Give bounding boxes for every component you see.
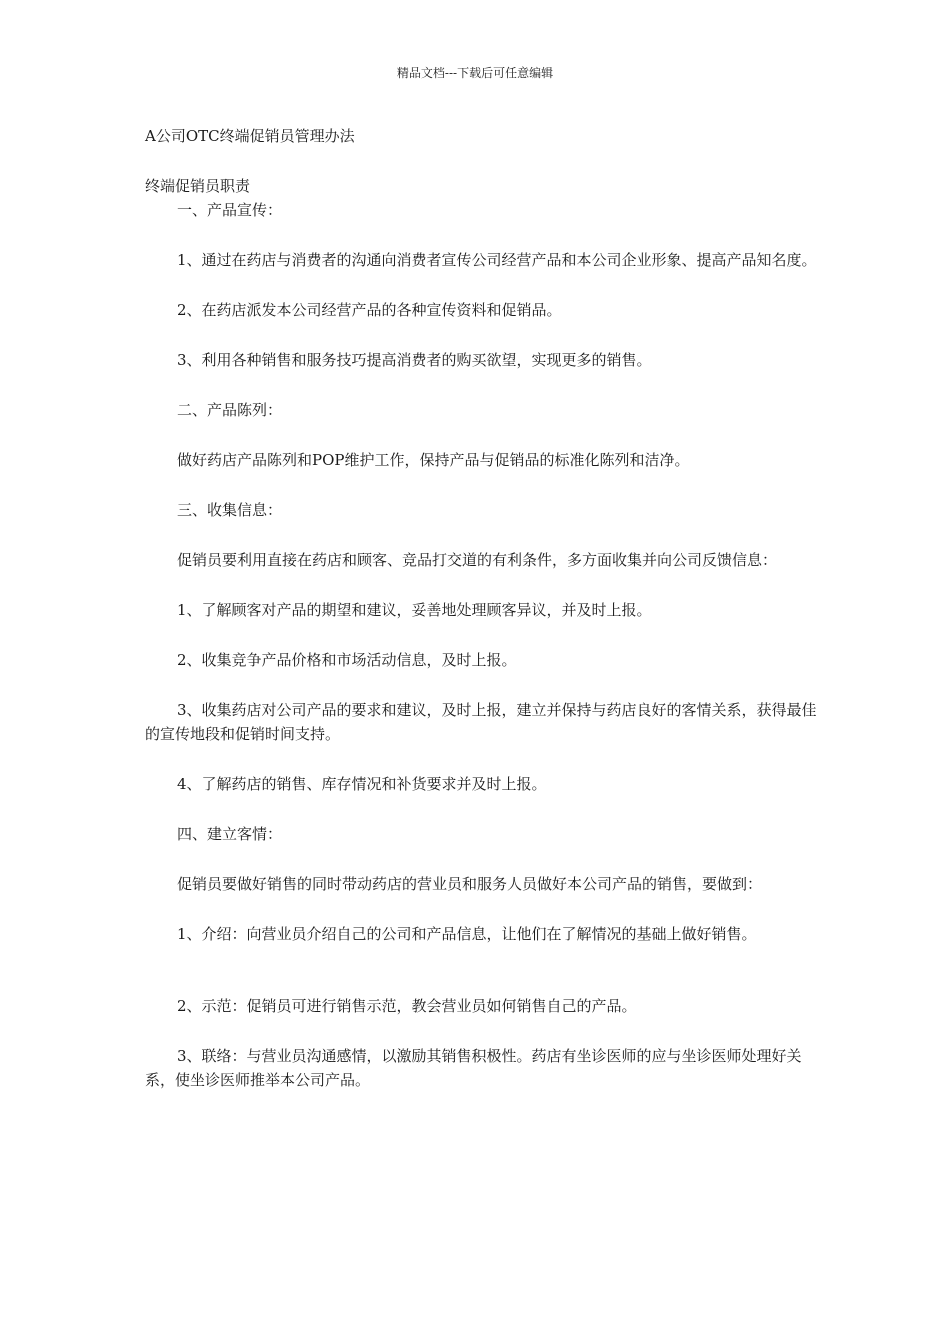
subsection-heading-1: 一、产品宣传： [177, 201, 283, 219]
paragraph: 促销员要做好销售的同时带动药店的营业员和服务人员做好本公司产品的销售，要做到： [177, 875, 763, 893]
section-heading: 终端促销员职责 [145, 177, 251, 195]
paragraph: 4、了解药店的销售、库存情况和补货要求并及时上报。 [177, 775, 547, 793]
paragraph: 2、在药店派发本公司经营产品的各种宣传资料和促销品。 [177, 301, 562, 319]
page-header: 精品文档---下载后可任意编辑 [396, 66, 554, 80]
paragraph: 3、收集药店对公司产品的要求和建议，及时上报，建立并保持与药店良好的客情关系，获得最佳的宣传地段和促销时间支持。 [145, 701, 817, 743]
document-body [145, 174, 821, 1092]
paragraph: 1、介绍：向营业员介绍自己的公司和产品信息，让他们在了解情况的基础上做好销售。 [177, 925, 757, 943]
paragraph: 3、联络：与营业员沟通感情，以激励其销售积极性。药店有坐诊医师的应与坐诊医师处理好关系，使坐诊医师推举本公司产品。 [145, 1047, 802, 1089]
paragraph: 3、利用各种销售和服务技巧提高消费者的购买欲望，实现更多的销售。 [177, 351, 652, 369]
document-title: A公司OTC终端促销员管理办法 [145, 127, 355, 145]
paragraph: 1、通过在药店与消费者的沟通向消费者宣传公司经营产品和本公司企业形象、提高产品知名度。 [177, 251, 817, 269]
paragraph: 2、收集竞争产品价格和市场活动信息，及时上报。 [177, 651, 517, 669]
subsection-heading-2: 二、产品陈列： [177, 401, 283, 419]
paragraph: 1、了解顾客对产品的期望和建议，妥善地处理顾客异议，并及时上报。 [177, 601, 652, 619]
paragraph: 2、示范：促销员可进行销售示范，教会营业员如何销售自己的产品。 [177, 997, 637, 1015]
subsection-heading-3: 三、收集信息： [177, 501, 283, 519]
paragraph: 做好药店产品陈列和POP维护工作，保持产品与促销品的标准化陈列和洁净。 [177, 451, 690, 469]
paragraph: 促销员要利用直接在药店和顾客、竞品打交道的有利条件，多方面收集并向公司反馈信息： [177, 551, 778, 569]
subsection-heading-4: 四、建立客情： [177, 825, 283, 843]
